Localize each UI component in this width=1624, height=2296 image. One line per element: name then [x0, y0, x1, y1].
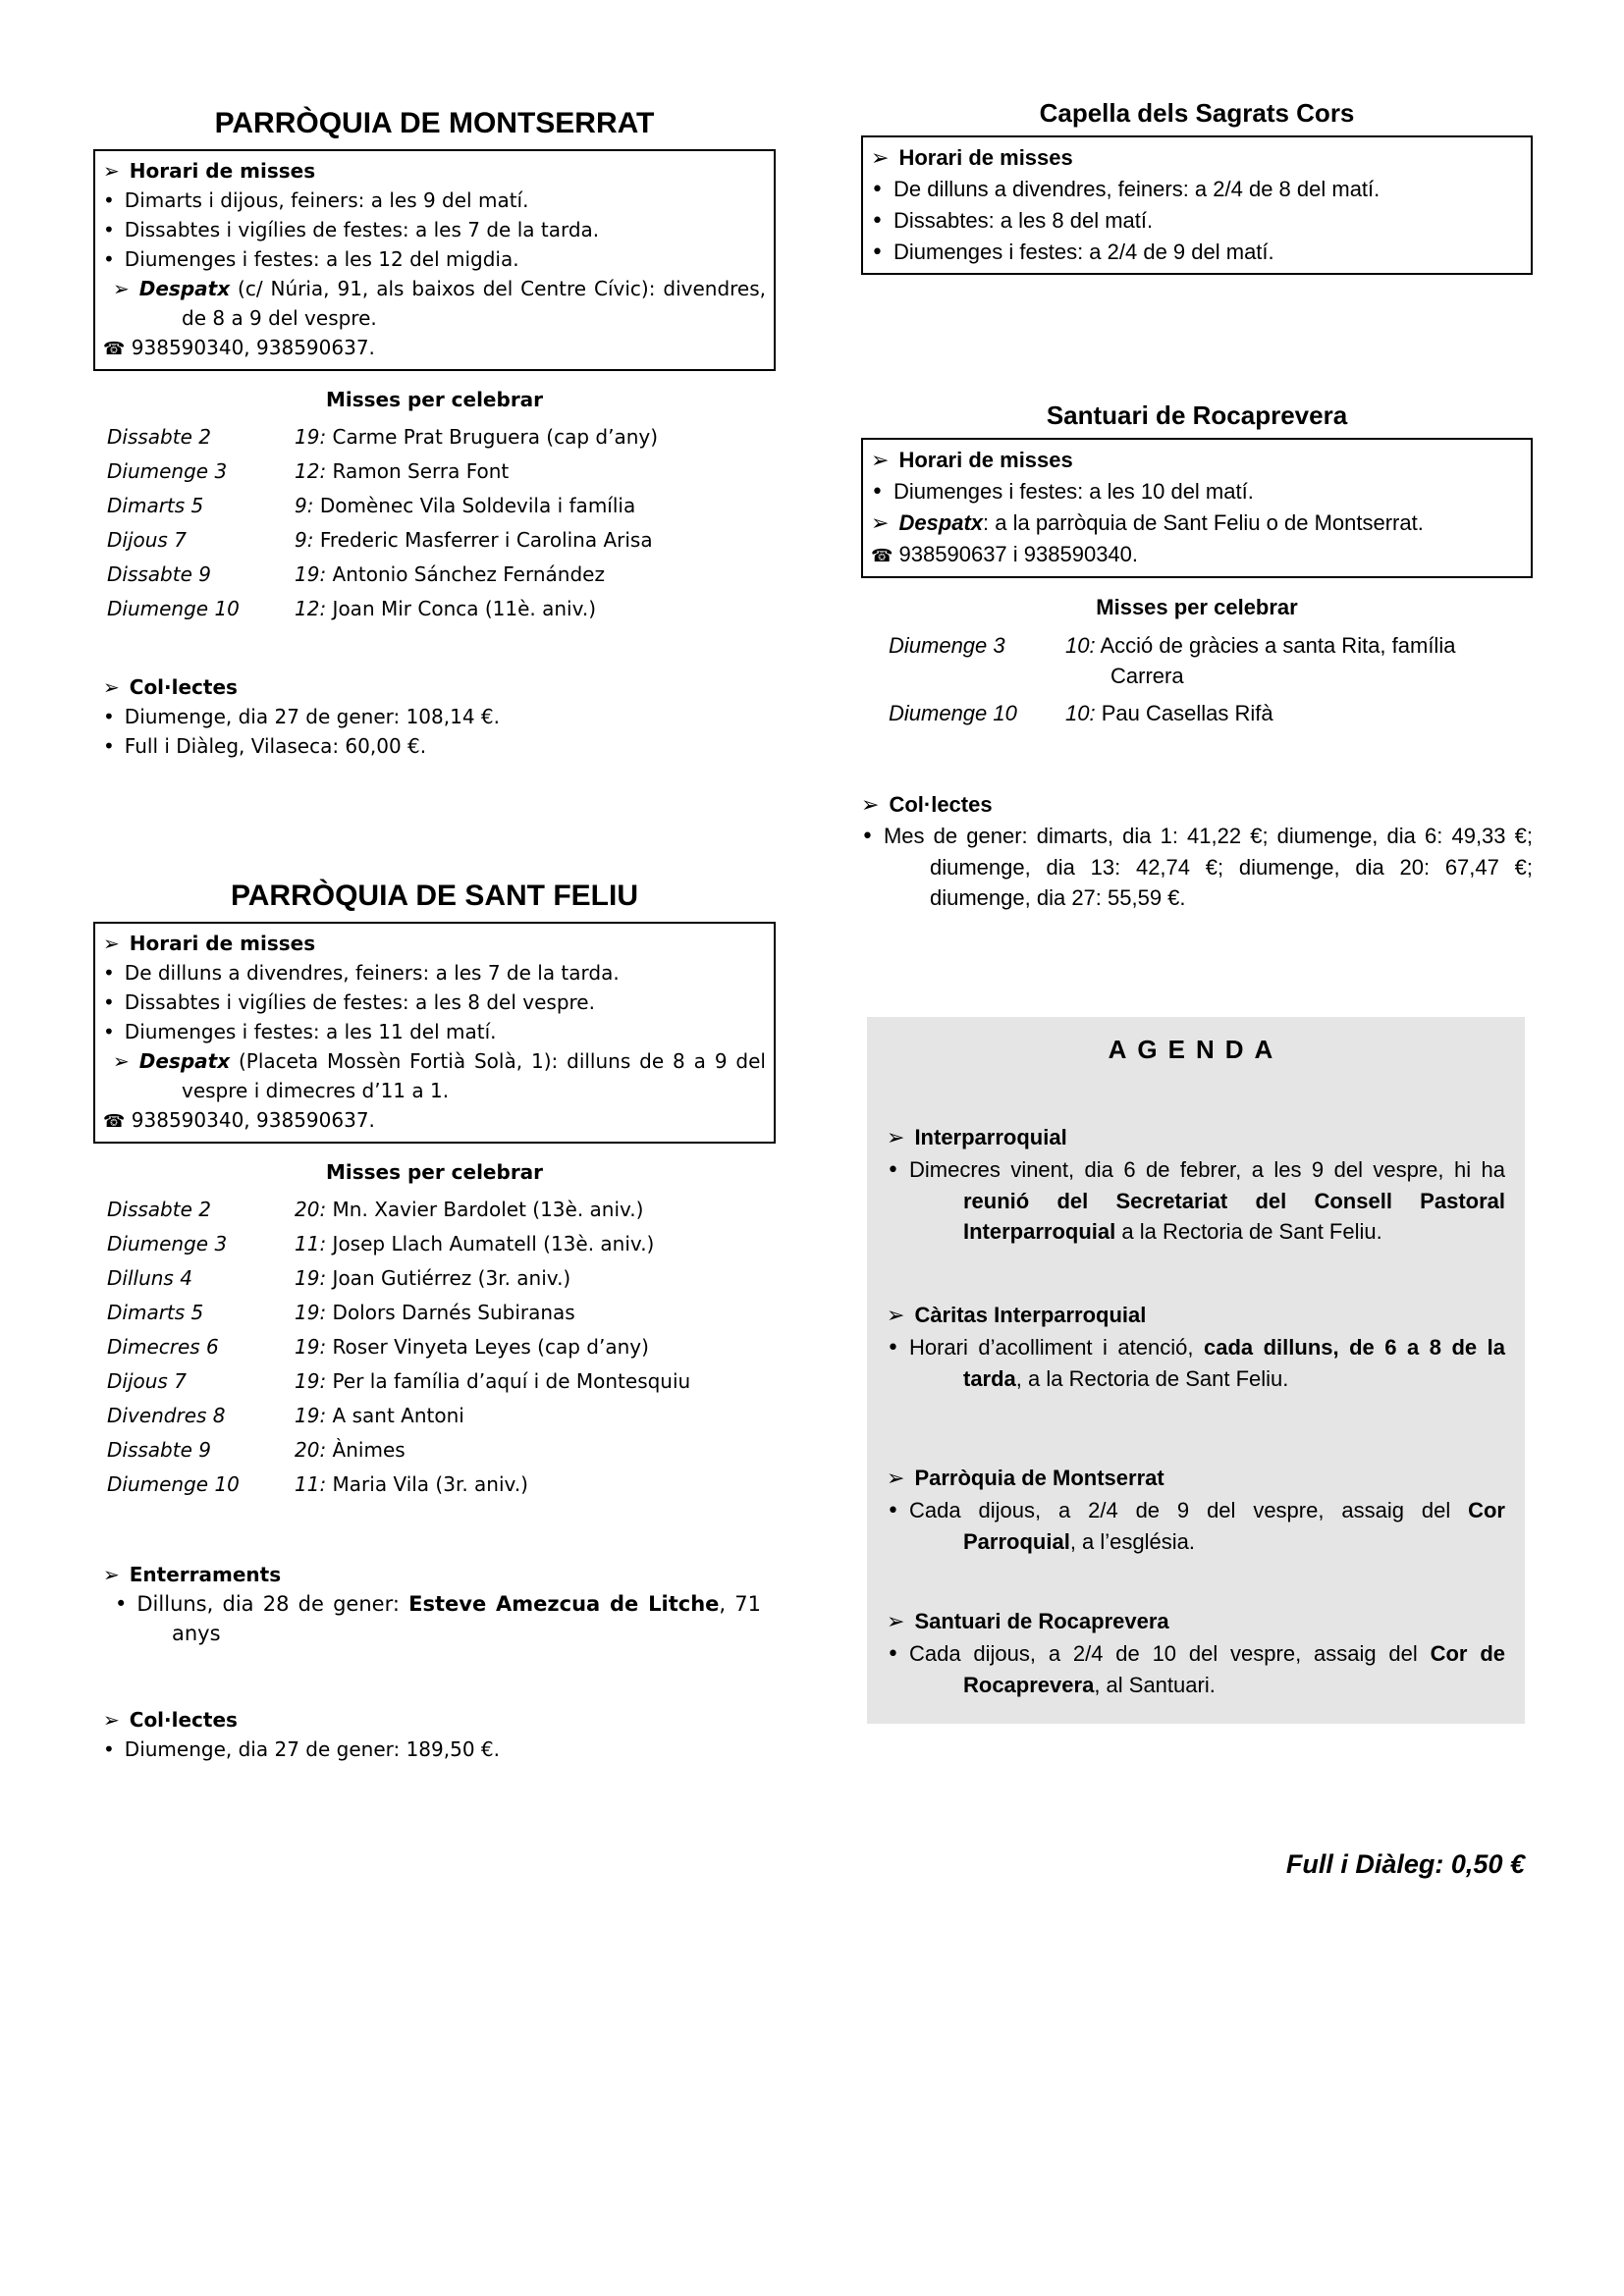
mass-time: 19: — [295, 425, 327, 449]
santfeliu-title: PARRÒQUIA DE SANT FELIU — [230, 880, 638, 912]
agenda-item-pre: Horari d’acolliment i atenció, — [908, 1335, 1204, 1360]
horari-heading: Horari de misses — [898, 448, 1073, 472]
agenda-section — [887, 1463, 1505, 1557]
phone-line — [103, 333, 766, 364]
mass-text: A sant Antoni — [332, 1404, 464, 1427]
phone-numbers: 938590637 i 938590340. — [898, 542, 1139, 566]
collectes-heading: Col·lectes — [129, 675, 238, 699]
mass-day: Dijous 7 — [107, 528, 187, 552]
bullet-icon: • — [103, 218, 115, 241]
mass-entry — [295, 1195, 776, 1224]
horari-item-text: Dissabtes i vigílies de festes: a les 7 de la tarda. — [124, 218, 600, 241]
agenda-item-pre: Dimecres vinent, dia 6 de febrer, a les 9 del vespre, hi ha — [908, 1157, 1505, 1182]
horari-item — [103, 244, 766, 274]
despatx-line — [103, 274, 766, 333]
arrow-icon: ➢ — [113, 277, 130, 300]
agenda-section-heading-line — [887, 1122, 1505, 1153]
horari-item-text: Dissabtes i vigílies de festes: a les 8 del vespre. — [124, 990, 595, 1014]
agenda-item-post: , al Santuari. — [1094, 1673, 1216, 1697]
mass-entry — [295, 560, 776, 589]
mass-entry — [295, 1332, 776, 1362]
agenda-section-heading: Càritas Interparroquial — [914, 1303, 1147, 1327]
mass-day: Diumenge 3 — [107, 459, 228, 483]
collectes-list — [93, 1735, 776, 1764]
mass-row — [93, 491, 776, 520]
mass-row — [93, 1366, 776, 1396]
enterraments-list — [93, 1589, 776, 1648]
horari-item-text: Dimarts i dijous, feiners: a les 9 del matí. — [124, 188, 529, 212]
horari-item — [871, 174, 1523, 205]
phone-line — [103, 1105, 766, 1137]
collecta-text: Full i Diàleg, Vilaseca: 60,00 €. — [124, 734, 427, 758]
bullet-icon: • — [115, 1592, 128, 1616]
rocaprevera-horari-box — [861, 438, 1533, 578]
mass-time: 10: — [1065, 701, 1096, 725]
arrow-icon: ➢ — [103, 1563, 120, 1586]
montserrat-misses-table — [93, 422, 776, 623]
mass-text: Mn. Xavier Bardolet (13è. aniv.) — [332, 1198, 644, 1221]
mass-row — [861, 630, 1533, 691]
mass-entry — [295, 1435, 776, 1465]
collectes-list — [93, 702, 776, 761]
mass-entry — [295, 422, 776, 452]
collectes-heading-line — [93, 1705, 776, 1735]
agenda-item-bold: Cor Parroquial — [963, 1498, 1505, 1554]
despatx-text: (Placeta Mossèn Fortià Solà, 1): dilluns de 8 a 9 del vespre i dimecres d’11 a 1. — [182, 1049, 766, 1102]
mass-day: Diumenge 3 — [889, 633, 1005, 658]
arrow-icon: ➢ — [103, 932, 120, 955]
agenda-section — [887, 1606, 1505, 1700]
mass-row — [93, 1263, 776, 1293]
despatx-text: (c/ Núria, 91, als baixos del Centre Cívic): divendres, de 8 a 9 del vespre. — [182, 277, 766, 330]
mass-day: Dimarts 5 — [107, 1301, 204, 1324]
bullet-icon: • — [887, 1499, 899, 1523]
horari-heading: Horari de misses — [129, 159, 316, 183]
mass-text: Dolors Darnés Subiranas — [332, 1301, 575, 1324]
collecta-text: Diumenge, dia 27 de gener: 108,14 €. — [124, 705, 501, 728]
phone-icon: ☎ — [871, 546, 893, 565]
mass-time: 10: — [1065, 633, 1096, 658]
bullet-icon: • — [103, 1737, 115, 1761]
mass-time: 20: — [295, 1198, 327, 1221]
agenda-section — [887, 1122, 1505, 1247]
mass-time: 19: — [295, 1404, 327, 1427]
phone-line — [871, 539, 1523, 571]
collecta-item — [861, 821, 1533, 913]
bullet-icon: • — [103, 188, 115, 212]
mass-row — [93, 560, 776, 589]
agenda-item-pre: Cada dijous, a 2/4 de 10 del vespre, assaig del — [908, 1641, 1431, 1666]
mass-time: 11: — [295, 1232, 327, 1255]
collectes-heading-line — [93, 672, 776, 702]
arrow-icon: ➢ — [887, 1610, 905, 1634]
mass-day: Diumenge 10 — [107, 597, 240, 620]
bullet-icon: • — [871, 480, 884, 505]
misses-heading: Misses per celebrar — [325, 388, 544, 411]
mass-day: Dissabte 2 — [107, 425, 211, 449]
arrow-icon: ➢ — [103, 159, 120, 183]
mass-time: 19: — [295, 562, 327, 586]
mass-text: Maria Vila (3r. aniv.) — [332, 1472, 528, 1496]
horari-item-text: Diumenges i festes: a les 10 del matí. — [893, 479, 1254, 504]
rocaprevera-title: Santuari de Rocaprevera — [1046, 400, 1348, 430]
horari-item-text: Diumenges i festes: a les 12 del migdia. — [124, 247, 519, 271]
right-column — [861, 0, 1533, 1880]
bullet-icon: • — [103, 990, 115, 1014]
mass-row — [93, 1298, 776, 1327]
mass-entry — [295, 1469, 776, 1499]
mass-row — [93, 456, 776, 486]
arrow-icon: ➢ — [887, 1467, 905, 1491]
horari-heading: Horari de misses — [129, 932, 316, 955]
bullet-icon: • — [887, 1336, 899, 1361]
mass-day: Dissabte 2 — [107, 1198, 211, 1221]
agenda-section-heading-line — [887, 1463, 1505, 1494]
mass-day: Divendres 8 — [107, 1404, 226, 1427]
collectes-heading-line — [861, 789, 1533, 821]
agenda-item-post: a la Rectoria de Sant Feliu. — [1115, 1219, 1382, 1244]
horari-item — [103, 958, 766, 988]
collecta-item — [103, 731, 776, 761]
mass-text: Domènec Vila Soldevila i família — [319, 494, 636, 517]
collectes-heading: Col·lectes — [129, 1708, 238, 1732]
agenda-item — [887, 1495, 1505, 1557]
mass-time: 19: — [295, 1369, 327, 1393]
agenda-item — [887, 1154, 1505, 1247]
mass-text: Pau Casellas Rifà — [1101, 701, 1273, 725]
mass-text: Roser Vinyeta Leyes (cap d’any) — [332, 1335, 649, 1359]
mass-text: Acció de gràcies a santa Rita, família Carrera — [1100, 633, 1456, 688]
agenda-section-heading-line — [887, 1606, 1505, 1637]
horari-item-text: Diumenges i festes: a 2/4 de 9 del matí. — [893, 240, 1274, 264]
bullet-icon: • — [871, 178, 884, 202]
santfeliu-horari-box — [93, 922, 776, 1144]
mass-day: Diumenge 10 — [107, 1472, 240, 1496]
horari-item — [103, 1017, 766, 1046]
footer-price: Full i Diàleg: 0,50 € — [1285, 1849, 1525, 1879]
mass-entry — [295, 1401, 776, 1430]
mass-entry — [295, 1298, 776, 1327]
bullet-icon: • — [103, 1020, 115, 1043]
horari-item — [871, 476, 1523, 507]
collecta-item — [103, 702, 776, 731]
mass-day: Diumenge 10 — [889, 701, 1017, 725]
agenda-section-heading-line — [887, 1300, 1505, 1331]
phone-numbers: 938590340, 938590637. — [131, 336, 375, 359]
montserrat-title: PARRÒQUIA DE MONTSERRAT — [214, 107, 655, 139]
bullet-icon: • — [103, 247, 115, 271]
bullet-icon: • — [103, 734, 115, 758]
agenda-item-bold: Cor de Rocaprevera — [963, 1641, 1505, 1697]
enterrament-name: Esteve Amezcua de Litche — [408, 1592, 720, 1616]
bullet-icon: • — [871, 209, 884, 234]
enterrament-item — [103, 1589, 761, 1648]
mass-entry — [295, 525, 776, 555]
phone-icon: ☎ — [103, 339, 126, 359]
mass-day: Dimarts 5 — [107, 494, 204, 517]
agenda-section — [887, 1300, 1505, 1394]
arrow-icon: ➢ — [887, 1126, 905, 1150]
agenda-section-heading: Parròquia de Montserrat — [914, 1466, 1164, 1490]
horari-heading-line — [103, 929, 766, 958]
horari-item-text: De dilluns a divendres, feiners: a les 7 de la tarda. — [124, 961, 620, 985]
bullet-icon: • — [103, 961, 115, 985]
horari-item-text: Diumenges i festes: a les 11 del matí. — [124, 1020, 497, 1043]
arrow-icon: ➢ — [103, 1708, 120, 1732]
mass-text: Joan Mir Conca (11è. aniv.) — [332, 597, 597, 620]
mass-time: 19: — [295, 1335, 327, 1359]
bullet-icon: • — [103, 705, 115, 728]
mass-text: Ànimes — [332, 1438, 406, 1462]
agenda-item — [887, 1332, 1505, 1394]
mass-text: Carme Prat Bruguera (cap d’any) — [332, 425, 659, 449]
despatx-line — [871, 507, 1523, 539]
mass-row — [93, 1195, 776, 1224]
horari-item-text: Dissabtes: a les 8 del matí. — [893, 208, 1154, 233]
enterrament-pre: Dilluns, dia 28 de gener: — [136, 1592, 409, 1616]
arrow-icon: ➢ — [871, 146, 890, 171]
mass-day: Dissabte 9 — [107, 562, 211, 586]
arrow-icon: ➢ — [887, 1304, 905, 1328]
mass-text: Josep Llach Aumatell (13è. aniv.) — [332, 1232, 655, 1255]
collectes-heading: Col·lectes — [889, 792, 993, 817]
despatx-label: Despatx — [138, 277, 231, 300]
left-column — [93, 0, 776, 1764]
enterraments-heading: Enterraments — [129, 1563, 282, 1586]
mass-time: 9: — [295, 528, 314, 552]
horari-heading-line — [103, 156, 766, 186]
mass-row — [93, 594, 776, 623]
phone-numbers: 938590340, 938590637. — [131, 1108, 375, 1132]
agenda-box — [867, 1017, 1525, 1724]
mass-text: Frederic Masferrer i Carolina Arisa — [319, 528, 653, 552]
mass-row — [861, 698, 1533, 728]
agenda-item-post: , a l’església. — [1069, 1529, 1195, 1554]
mass-row — [93, 1229, 776, 1258]
horari-item-text: De dilluns a divendres, feiners: a 2/4 de 8 del matí. — [893, 177, 1380, 201]
agenda-item-post: , a la Rectoria de Sant Feliu. — [1015, 1366, 1289, 1391]
bullet-icon: • — [887, 1158, 899, 1183]
mass-row — [93, 1401, 776, 1430]
despatx-label: Despatx — [138, 1049, 231, 1073]
mass-day: Dimecres 6 — [107, 1335, 219, 1359]
mass-day: Diumenge 3 — [107, 1232, 228, 1255]
horari-item — [103, 215, 766, 244]
arrow-icon: ➢ — [103, 675, 120, 699]
horari-heading-line — [871, 445, 1523, 476]
mass-entry — [295, 594, 776, 623]
arrow-icon: ➢ — [871, 449, 890, 473]
mass-row — [93, 1469, 776, 1499]
despatx-line — [103, 1046, 766, 1105]
despatx-label: Despatx — [898, 510, 984, 535]
arrow-icon: ➢ — [871, 511, 890, 536]
agenda-item — [887, 1638, 1505, 1700]
mass-entry — [295, 1366, 776, 1396]
collecta-text: Mes de gener: dimarts, dia 1: 41,22 €; diumenge, dia 6: 49,33 €; diumenge, dia 13: 42,74 €; diumenge, dia 20: 67,47 €; diumenge, dia 27: 55,59 €. — [883, 824, 1533, 910]
mass-text: Joan Gutiérrez (3r. aniv.) — [332, 1266, 571, 1290]
horari-item — [103, 186, 766, 215]
mass-row — [93, 422, 776, 452]
horari-heading-line — [871, 142, 1523, 174]
mass-entry — [1065, 698, 1533, 728]
collecta-text: Diumenge, dia 27 de gener: 189,50 €. — [124, 1737, 501, 1761]
mass-day: Dilluns 4 — [107, 1266, 192, 1290]
mass-row — [93, 1435, 776, 1465]
agenda-item-pre: Cada dijous, a 2/4 de 9 del vespre, assaig del — [908, 1498, 1469, 1522]
mass-entry — [295, 1263, 776, 1293]
mass-time: 12: — [295, 459, 327, 483]
horari-item — [871, 237, 1523, 268]
mass-time: 9: — [295, 494, 314, 517]
misses-heading: Misses per celebrar — [325, 1160, 544, 1184]
mass-entry — [295, 1229, 776, 1258]
mass-row — [93, 1332, 776, 1362]
bullet-icon: • — [861, 825, 874, 849]
bullet-icon: • — [887, 1642, 899, 1667]
capella-title: Capella dels Sagrats Cors — [1039, 98, 1355, 128]
horari-item — [103, 988, 766, 1017]
mass-text: Ramon Serra Font — [332, 459, 510, 483]
enterrament-post: , 71 anys — [172, 1592, 761, 1645]
arrow-icon: ➢ — [861, 793, 880, 818]
agenda-item-bold: reunió del Secretariat del Consell Pastoral Interparroquial — [963, 1189, 1505, 1244]
mass-text: Antonio Sánchez Fernández — [332, 562, 605, 586]
mass-time: 11: — [295, 1472, 327, 1496]
mass-entry — [295, 491, 776, 520]
mass-row — [93, 525, 776, 555]
mass-time: 20: — [295, 1438, 327, 1462]
mass-time: 12: — [295, 597, 327, 620]
rocaprevera-misses-table — [861, 630, 1533, 728]
enterraments-heading-line — [93, 1560, 776, 1589]
despatx-text: : a la parròquia de Sant Feliu o de Montserrat. — [983, 510, 1424, 535]
mass-time: 19: — [295, 1266, 327, 1290]
mass-entry — [1065, 630, 1533, 691]
phone-icon: ☎ — [103, 1111, 126, 1132]
collecta-item — [103, 1735, 776, 1764]
mass-day: Dijous 7 — [107, 1369, 187, 1393]
mass-entry — [295, 456, 776, 486]
misses-heading: Misses per celebrar — [1096, 595, 1298, 619]
agenda-section-heading: Interparroquial — [914, 1125, 1067, 1149]
arrow-icon: ➢ — [113, 1049, 130, 1073]
agenda-section-heading: Santuari de Rocaprevera — [914, 1609, 1169, 1633]
agenda-item-bold: cada dilluns, de 6 a 8 de la tarda — [963, 1335, 1505, 1391]
bullet-icon: • — [871, 240, 884, 265]
agenda-title: AGENDA — [1108, 1035, 1284, 1064]
mass-time: 19: — [295, 1301, 327, 1324]
horari-item — [871, 205, 1523, 237]
montserrat-horari-box — [93, 149, 776, 371]
capella-horari-box — [861, 135, 1533, 275]
mass-text: Per la família d’aquí i de Montesquiu — [332, 1369, 691, 1393]
santfeliu-misses-table — [93, 1195, 776, 1499]
horari-heading: Horari de misses — [898, 145, 1073, 170]
mass-day: Dissabte 9 — [107, 1438, 211, 1462]
